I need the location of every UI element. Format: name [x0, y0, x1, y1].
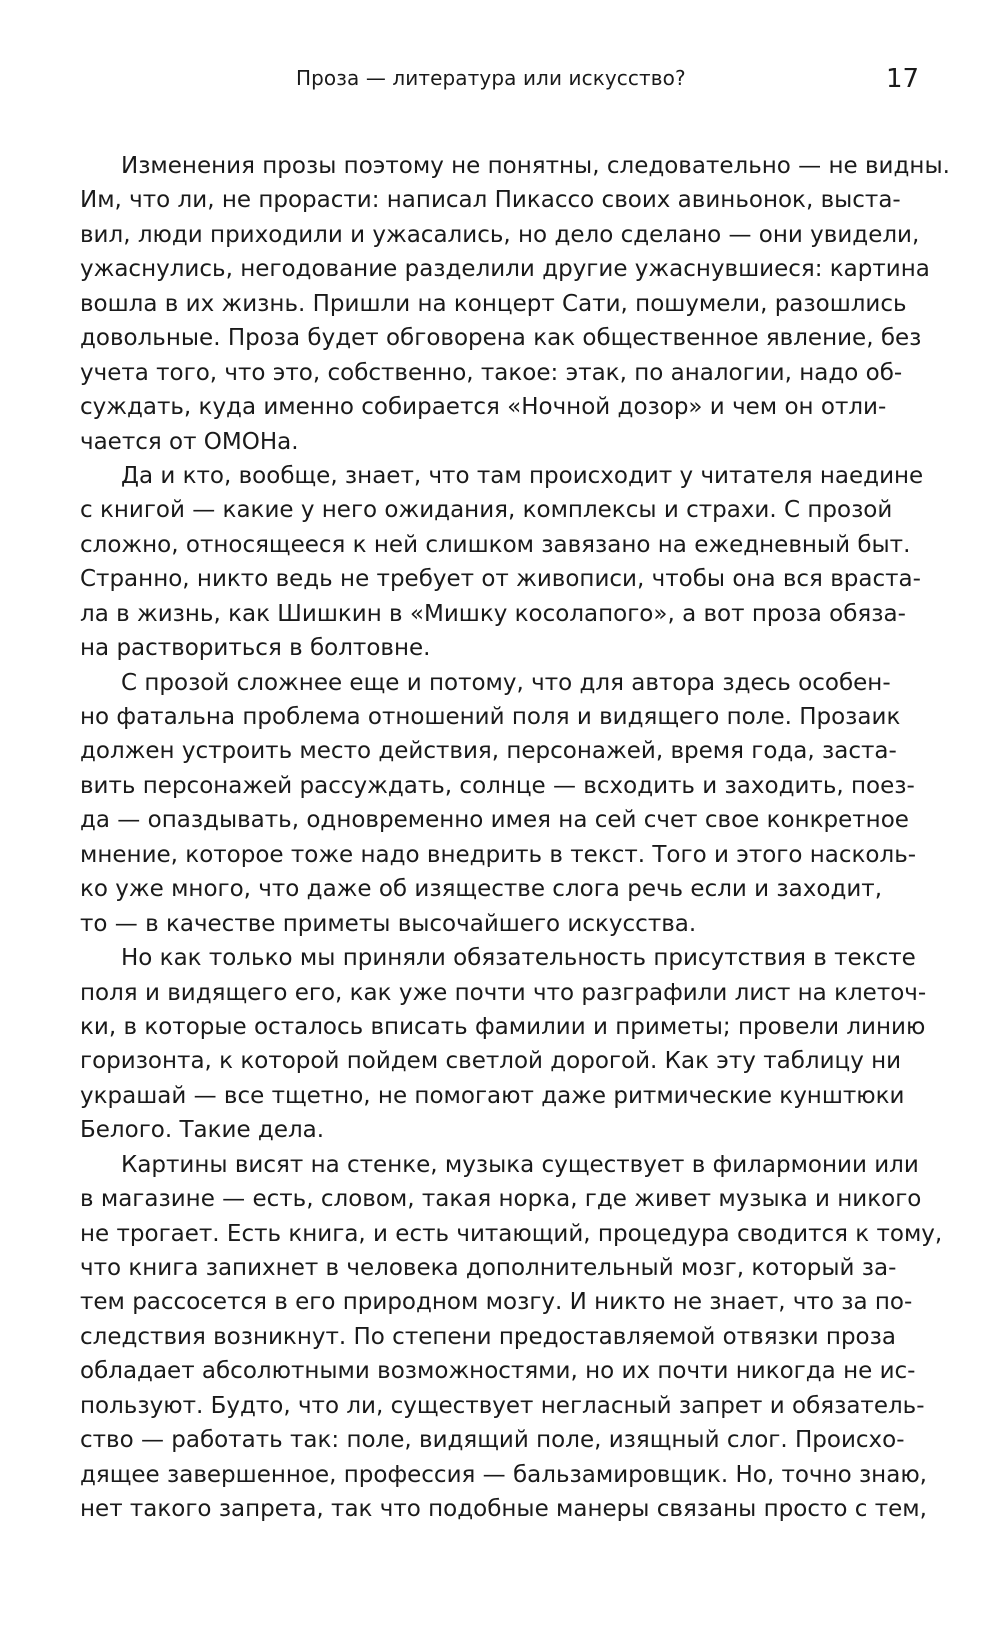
- text-line: то — в качестве приметы высочайшего искусства.: [80, 910, 697, 937]
- text-line: Да и кто, вообще, знает, что там происходит у читателя наедине: [121, 462, 924, 489]
- paragraph: [80, 149, 950, 459]
- running-title: Проза — литература или искусство?: [296, 66, 686, 90]
- text-line: в магазине — есть, словом, такая норка, где живет музыка и никого: [80, 1186, 922, 1213]
- text-line: должен устроить место действия, персонажей, время года, заста-: [80, 738, 897, 765]
- text-line: но фатальна проблема отношений поля и видящего поле. Прозаик: [80, 704, 901, 730]
- text-line: поля и видящего его, как уже почти что разграфили лист на клеточ-: [80, 979, 927, 1006]
- text-line: дящее завершенное, профессия — бальзамировщик. Но, точно знаю,: [80, 1461, 927, 1488]
- text-line: Белого. Такие дела.: [80, 1117, 325, 1144]
- paragraph: [80, 941, 927, 1148]
- text-line: ки, в которые осталось вписать фамилии и приметы; провели линию: [80, 1013, 926, 1040]
- text-line: да — опаздывать, одновременно имея на сей счет свое конкретное: [80, 807, 909, 834]
- text-line: Но как только мы приняли обязательность присутствия в тексте: [121, 945, 916, 972]
- text-line: ко уже много, что даже об изяществе слога речь если и заходит,: [80, 876, 883, 903]
- text-line: на раствориться в болтовне.: [80, 635, 431, 662]
- text-line: суждать, куда именно собирается «Ночной дозор» и чем он отли-: [80, 394, 887, 421]
- text-line: ство — работать так: поле, видящий поле, изящный слог. Происхо-: [80, 1427, 905, 1454]
- paragraph: [80, 459, 924, 666]
- text-line: Им, что ли, не прорасти: написал Пикассо своих авиньонок, выста-: [80, 187, 901, 214]
- page-number: 17: [886, 64, 920, 94]
- text-line: вошла в их жизнь. Пришли на концерт Сати, пошумели, разошлись: [80, 290, 907, 317]
- text-line: Изменения прозы поэтому не понятны, следовательно — не видны.: [121, 153, 950, 179]
- paragraph: [80, 666, 917, 942]
- text-line: обладает абсолютными возможностями, но их почти никогда не ис-: [80, 1358, 916, 1385]
- text-line: с книгой — какие у него ожидания, комплексы и страхи. С прозой: [80, 497, 893, 524]
- text-line: ла в жизнь, как Шишкин в «Мишку косолапого», а вот проза обяза-: [80, 600, 906, 627]
- text-line: пользуют. Будто, что ли, существует негласный запрет и обязатель-: [80, 1392, 925, 1419]
- text-line: Картины висят на стенке, музыка существует в филармонии или: [121, 1151, 919, 1178]
- text-line: вить персонажей рассуждать, солнце — всходить и заходить, поез-: [80, 772, 915, 799]
- text-line: учета того, что это, собственно, такое: этак, по аналогии, надо об-: [80, 359, 903, 386]
- body-text: [80, 149, 950, 1527]
- text-line: Странно, никто ведь не требует от живописи, чтобы она вся враста-: [80, 566, 921, 593]
- text-line: чается от ОМОНа.: [80, 428, 299, 455]
- text-line: следствия возникнут. По степени предоставляемой отвязки проза: [80, 1323, 896, 1350]
- text-line: нет такого запрета, так что подобные манеры связаны просто с тем,: [80, 1496, 927, 1523]
- text-line: что книга запихнет в человека дополнительный мозг, который за-: [80, 1255, 897, 1281]
- text-line: горизонта, к которой пойдем светлой дорогой. Как эту таблицу ни: [80, 1048, 902, 1075]
- text-line: довольные. Проза будет обговорена как общественное явление, без: [80, 325, 922, 352]
- text-line: украшай — все тщетно, не помогают даже ритмические кунштюки: [80, 1082, 905, 1109]
- text-line: тем рассосется в его природном мозгу. И никто не знает, что за по-: [80, 1289, 913, 1316]
- text-line: С прозой сложнее еще и потому, что для автора здесь особен-: [121, 669, 891, 696]
- paragraph: [80, 1148, 943, 1527]
- text-line: мнение, которое тоже надо внедрить в текст. Того и этого насколь-: [80, 841, 917, 868]
- text-line: не трогает. Есть книга, и есть читающий, процедура сводится к тому,: [80, 1220, 943, 1247]
- text-line: ужаснулись, негодование разделили другие ужаснувшиеся: картина: [80, 256, 930, 283]
- text-line: сложно, относящееся к ней слишком завязано на ежедневный быт.: [80, 531, 911, 558]
- text-line: вил, люди приходили и ужасались, но дело сделано — они увидели,: [80, 221, 920, 248]
